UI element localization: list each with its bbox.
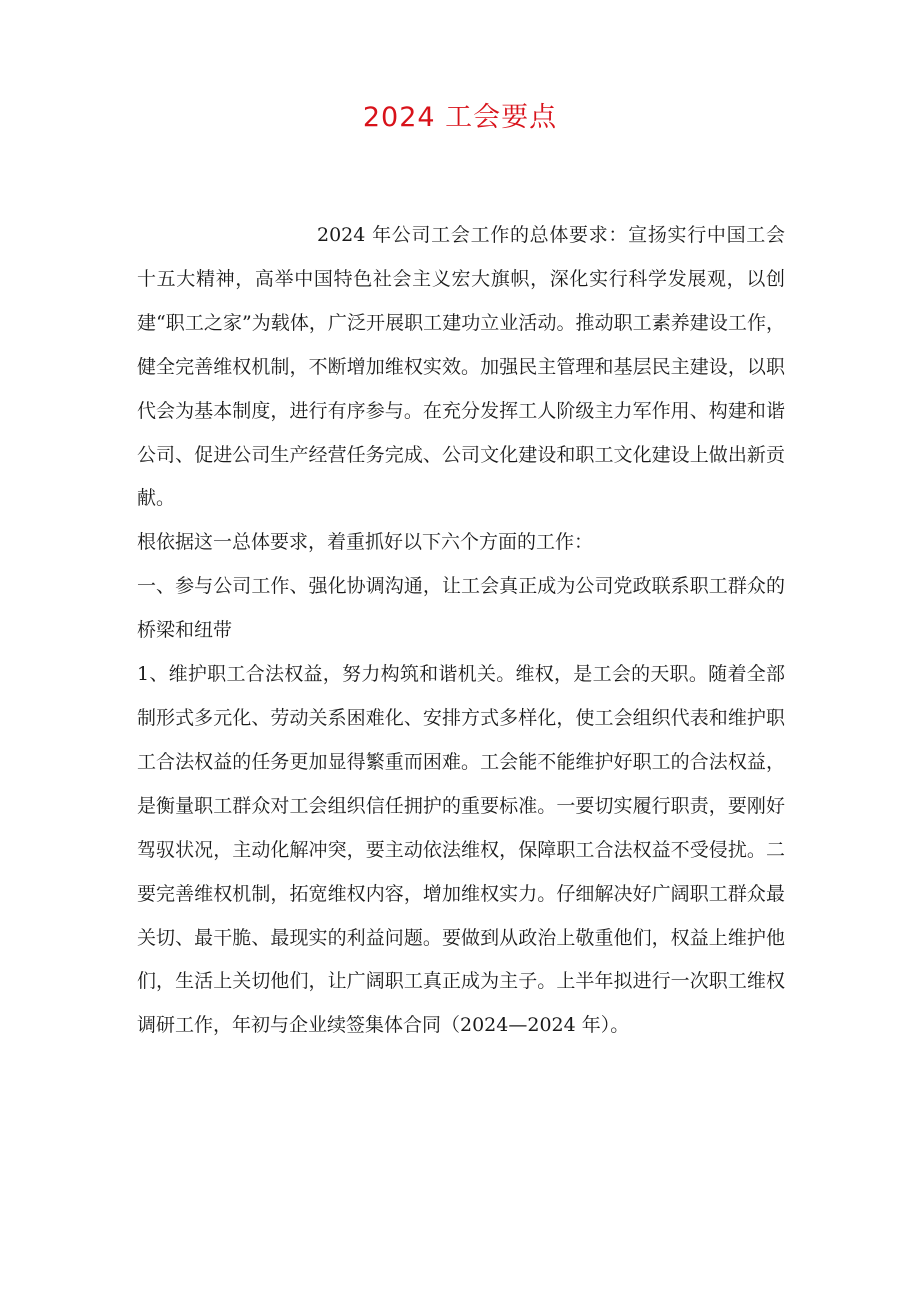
document-body	[137, 214, 785, 1048]
document-title: 2024 工会要点	[362, 102, 558, 133]
paragraph-six-aspects-intro: 根依据这一总体要求，着重抓好以下六个方面的工作：	[137, 531, 594, 554]
paragraph-item-one: 1、维护职工合法权益，努力构筑和谐机关。维权，是工会的天职。随着全部制形式多元化、劳动关系困难化、安排方式多样化，使工会组织代表和维护职工合法权益的任务更加显得繁重而困难。工会能不能维护好职工的合法权益，是衡量职工群众对工会组织信任拥护的重要标准。一要切实履行职责，要刚好驾驭状况，主动化解冲突，要主动依法维权，保障职工合法权益不受侵扰。二要完善维权机制，拓宽维权内容，增加维权实力。仔细解决好广阔职工群众最关切、最干脆、最现实的利益问题。要做到从政治上敬重他们，权益上维护他们，生活上关切他们，让广阔职工真正成为主子。上半年拟进行一次职工维权调研工作，年初与企业续签集体合同（2024—2024 年）。	[137, 663, 785, 1037]
section-heading-one: 一、参与公司工作、强化协调沟通，让工会真正成为公司党政联系职工群众的桥梁和纽带	[137, 575, 785, 642]
paragraph-general-requirements: 2024 年公司工会工作的总体要求：宣扬实行中国工会十五大精神，高举中国特色社会主义宏大旗帜，深化实行科学发展观，以创建“职工之家”为载体，广泛开展职工建功立业活动。推动职工素养建设工作，健全完善维权机制，不断增加维权实效。加强民主管理和基层民主建设，以职代会为基本制度，进行有序参与。在充分发挥工人阶级主力军作用、构建和谐公司、促进公司生产经营任务完成、公司文化建设和职工文化建设上做出新贡献。	[137, 224, 785, 510]
